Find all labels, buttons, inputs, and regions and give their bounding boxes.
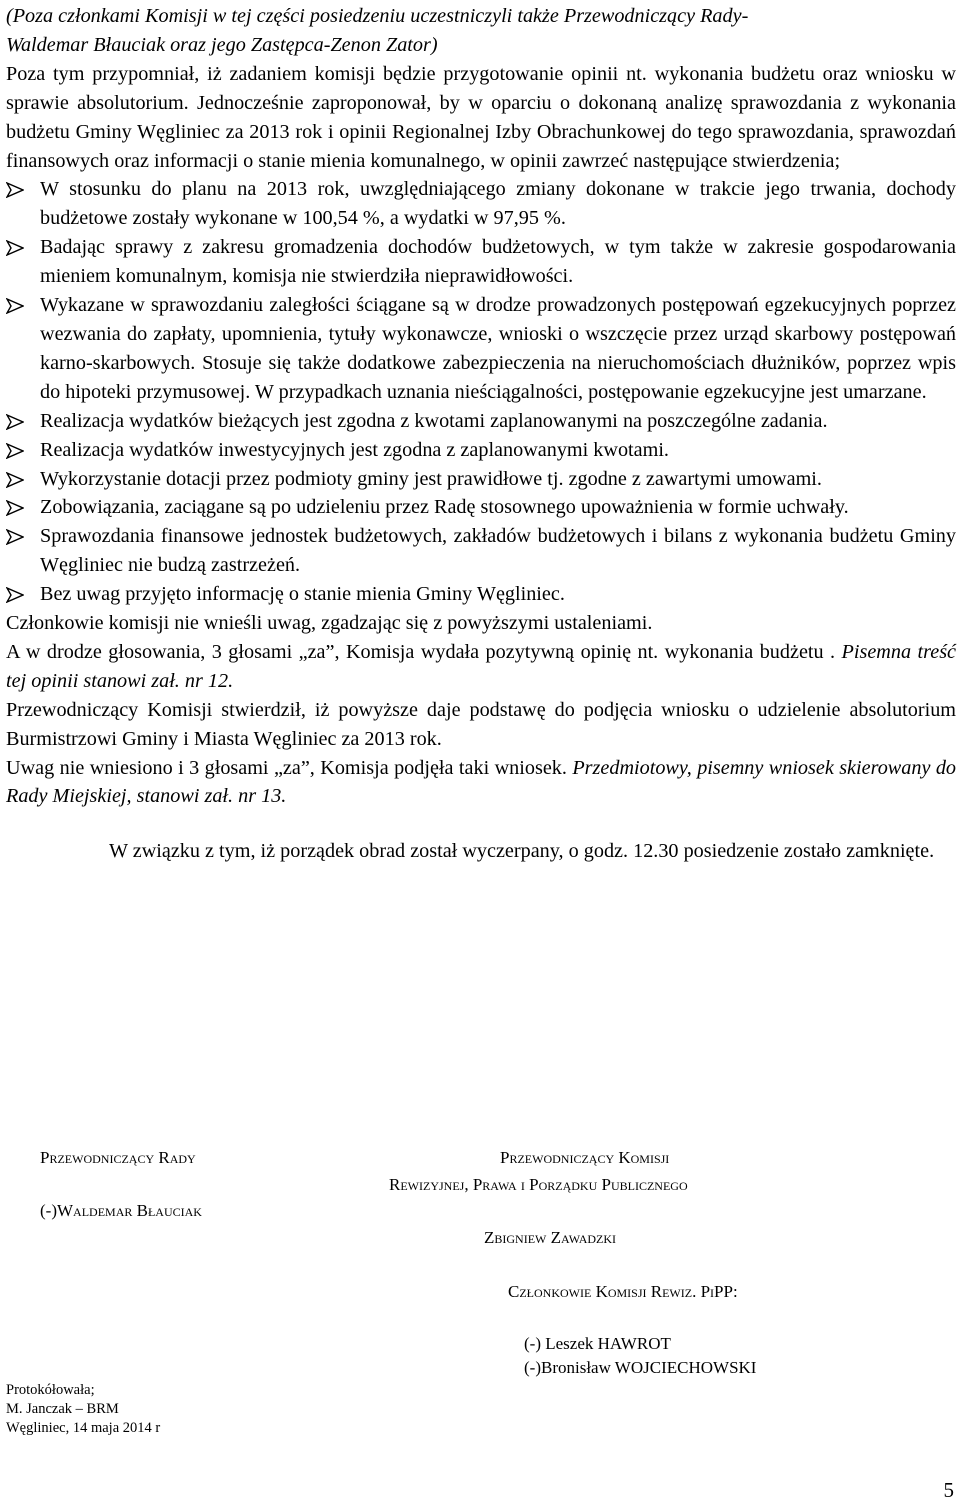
list-item bbox=[6, 291, 956, 407]
right-signature-name: Zbigniew Zawadzki bbox=[484, 1228, 617, 1247]
arrowhead-bullet-icon bbox=[6, 443, 24, 459]
arrowhead-bullet-icon bbox=[6, 500, 24, 516]
list-item-text: W stosunku do planu na 2013 rok, uwzględniającego zmiany dokonane w trakcie jego trwania, dochody budżetowe zostały wykonane w 100,54 %, a wydatki w 97,95 %. bbox=[40, 178, 956, 230]
list-item-text: Wykorzystanie dotacji przez podmioty gminy jest prawidłowe tj. zgodne z zawartymi umowami. bbox=[40, 467, 822, 490]
list-item bbox=[6, 407, 956, 436]
findings-list bbox=[6, 175, 956, 609]
list-item bbox=[6, 580, 956, 609]
arrowhead-bullet-icon bbox=[6, 414, 24, 430]
list-item-text: Wykazane w sprawozdaniu zaległości ściągane są w drodze prowadzonych postępowań egzekucyjnych poprzez wezwania do zapłaty, upomnienia, tytuły wykonawcze, wnioski o wszczęcie przez urząd skarbowy postępowań karno-skarbowych. Stosuje się także dodatkowe zabezpieczenia na nieruchomościach dłużników, poprzez wpis do hipoteki przymusowej. W przypadkach uznania nieściągalności, postępowanie egzekucyjne jest umarzane. bbox=[40, 294, 956, 403]
attachment-13-note: Przedmiotowy, pisemny wniosek skierowany do Rady Miejskiej, stanowi zał. nr 13. bbox=[6, 756, 957, 808]
list-item-text: Zobowiązania, zaciągane są po udzieleniu przez Radę stosownego upoważnienia w formie uchwały. bbox=[40, 496, 849, 519]
committee-members-title: Członkowie Komisji Rewiz. PiPP: bbox=[508, 1282, 738, 1301]
vote-opinion-text: A w drodze głosowania, 3 głosami „za”, Komisja wydała pozytywną opinię nt. wykonania budżetu . bbox=[6, 640, 836, 663]
right-signature-title-1: Przewodniczący Komisji bbox=[500, 1148, 670, 1167]
list-item bbox=[6, 175, 956, 233]
page-number: 5 bbox=[943, 1478, 954, 1502]
arrowhead-bullet-icon bbox=[6, 182, 24, 198]
arrowhead-bullet-icon bbox=[6, 529, 24, 545]
members-paragraph: Członkowie komisji nie wnieśli uwag, zgadzając się z powyższymi ustaleniami. bbox=[6, 612, 653, 635]
list-item-text: Bez uwag przyjęto informację o stanie mienia Gminy Węgliniec. bbox=[40, 583, 565, 606]
document-page bbox=[6, 2, 956, 866]
arrowhead-bullet-icon bbox=[6, 240, 24, 256]
list-item-text: Sprawozdania finansowe jednostek budżetowych, zakładów budżetowych i bilans z wykonania budżetu Gminy Węgliniec nie budzą zastrzeżeń. bbox=[40, 525, 956, 577]
intro-italic-line-2: Waldemar Błauciak oraz jego Zastępca-Zenon Zator) bbox=[6, 33, 438, 56]
place-date: Węgliniec, 14 maja 2014 r bbox=[6, 1420, 161, 1436]
vote-motion-text: Uwag nie wniesiono i 3 głosami „za”, Komisja podjęła taki wniosek. bbox=[6, 756, 567, 779]
list-item bbox=[6, 436, 956, 465]
list-item bbox=[6, 233, 956, 291]
arrowhead-bullet-icon bbox=[6, 472, 24, 488]
list-item bbox=[6, 465, 956, 494]
committee-member-1: (-) Leszek HAWROT bbox=[524, 1334, 671, 1353]
list-item-text: Realizacja wydatków inwestycyjnych jest zgodna z zaplanowanymi kwotami. bbox=[40, 438, 669, 461]
recorder-name: M. Janczak – BRM bbox=[6, 1401, 119, 1417]
left-signature-name: (-)Waldemar Błauciak bbox=[40, 1201, 202, 1220]
closing-paragraph: W związku z tym, iż porządek obrad został wyczerpany, o godz. 12.30 posiedzenie zostało zamknięte. bbox=[109, 840, 935, 863]
list-item-text: Badając sprawy z zakresu gromadzenia dochodów budżetowych, w tym także w zakresie gospodarowania mieniem komunalnym, komisja nie stwierdziła nieprawidłowości. bbox=[40, 236, 956, 288]
vote-opinion-paragraph bbox=[6, 638, 956, 696]
attachment-12-note: Pisemna treść tej opinii stanowi zał. nr 12. bbox=[6, 640, 957, 692]
committee-member-2: (-)Bronisław WOJCIECHOWSKI bbox=[524, 1358, 757, 1377]
list-item bbox=[6, 522, 956, 580]
recorder-label: Protokółowała; bbox=[6, 1382, 95, 1398]
list-item-text: Realizacja wydatków bieżących jest zgodna z kwotami zaplanowanymi na poszczególne zadania. bbox=[40, 409, 828, 432]
vote-motion-paragraph bbox=[6, 754, 956, 812]
arrowhead-bullet-icon bbox=[6, 298, 24, 314]
intro-paragraph: Poza tym przypomniał, iż zadaniem komisji będzie przygotowanie opinii nt. wykonania budżetu oraz wniosku w sprawie absolutorium. Jednocześnie zaproponował, by w oparciu o dokonaną analizę sprawozdania z wykonania budżetu Gminy Węgliniec za 2013 rok i opinii Regionalnej Izby Obrachunkowej do tego sprawozdania, sprawozdań finansowych oraz informacji o stanie mienia komunalnego, w opinii zawrzeć następujące stwierdzenia; bbox=[6, 62, 956, 172]
list-item bbox=[6, 493, 956, 522]
left-signature-title: Przewodniczący Rady bbox=[40, 1148, 196, 1167]
chair-paragraph: Przewodniczący Komisji stwierdził, iż powyższe daje podstawę do podjęcia wniosku o udzielenie absolutorium Burmistrzowi Gminy i Miasta Węgliniec za 2013 rok. bbox=[6, 698, 956, 750]
right-signature-title-2: Rewizyjnej, Prawa i Porządku Publicznego bbox=[389, 1175, 688, 1194]
intro-italic-line-1: (Poza członkami Komisji w tej części posiedzeniu uczestniczyli także Przewodniczący Rady- bbox=[6, 5, 749, 27]
arrowhead-bullet-icon bbox=[6, 587, 24, 603]
